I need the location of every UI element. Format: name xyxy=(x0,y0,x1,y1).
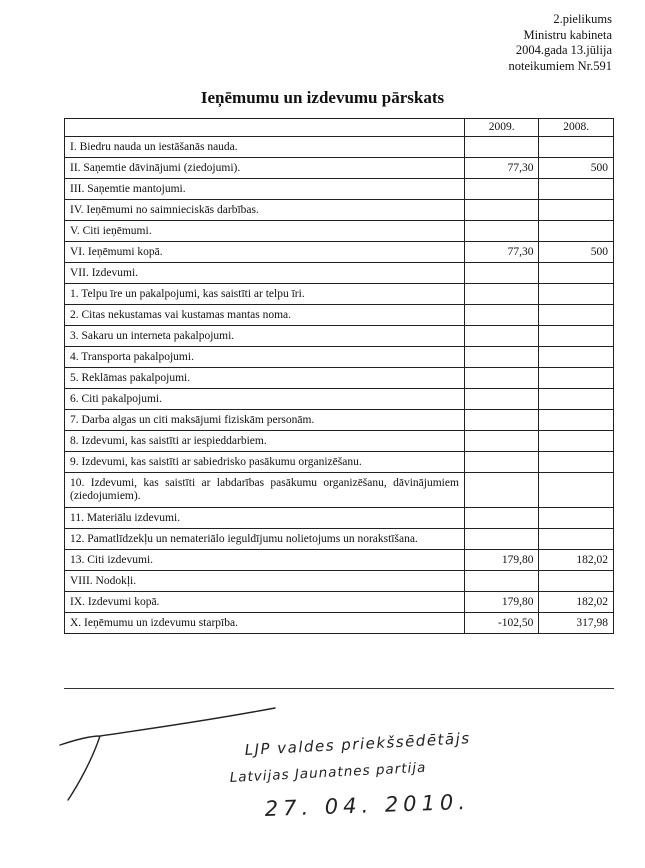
value-2008 xyxy=(539,179,614,200)
value-2009: 77,30 xyxy=(464,158,539,179)
table-row xyxy=(65,508,614,529)
value-2008: 317,98 xyxy=(539,613,614,634)
row-label: III. Saņemtie mantojumi. xyxy=(65,179,465,200)
value-2008 xyxy=(539,200,614,221)
value-2008 xyxy=(539,389,614,410)
table-row xyxy=(65,200,614,221)
row-label: 4. Transporta pakalpojumi. xyxy=(65,347,465,368)
value-2008 xyxy=(539,368,614,389)
value-2008: 500 xyxy=(539,242,614,263)
row-label: IV. Ieņēmumi no saimnieciskās darbības. xyxy=(65,200,465,221)
table-row xyxy=(65,529,614,550)
value-2009 xyxy=(464,263,539,284)
row-label: 13. Citi izdevumi. xyxy=(65,550,465,571)
value-2008 xyxy=(539,326,614,347)
bottom-rule xyxy=(64,688,614,689)
header-cell-2009: 2009. xyxy=(464,119,539,137)
table-row xyxy=(65,347,614,368)
row-label: VII. Izdevumi. xyxy=(65,263,465,284)
row-label: 10. Izdevumi, kas saistīti ar labdarības pasākumu organizēšanu, dāvinājumiem (ziedojumiem). xyxy=(65,473,465,508)
appendix-note-line: 2.pielikums xyxy=(553,12,612,26)
value-2009 xyxy=(464,508,539,529)
appendix-note xyxy=(509,12,612,74)
value-2008: 500 xyxy=(539,158,614,179)
header-cell-2008: 2008. xyxy=(539,119,614,137)
value-2008 xyxy=(539,305,614,326)
row-label: 12. Pamatlīdzekļu un nemateriālo ieguldījumu nolietojums un norakstīšana. xyxy=(65,529,465,550)
report-table xyxy=(64,118,614,634)
appendix-note-line: 2004.gada 13.jūlija xyxy=(515,43,612,57)
row-label: IX. Izdevumi kopā. xyxy=(65,592,465,613)
handwriting-line-2: Latvijas Jaunatnes partija xyxy=(229,759,427,786)
value-2008 xyxy=(539,473,614,508)
table-row xyxy=(65,410,614,431)
value-2008 xyxy=(539,284,614,305)
value-2008 xyxy=(539,529,614,550)
value-2008 xyxy=(539,263,614,284)
value-2008 xyxy=(539,410,614,431)
row-label: 6. Citi pakalpojumi. xyxy=(65,389,465,410)
row-label: VIII. Nodokļi. xyxy=(65,571,465,592)
table-row xyxy=(65,221,614,242)
value-2009 xyxy=(464,179,539,200)
table-row xyxy=(65,389,614,410)
value-2009 xyxy=(464,368,539,389)
table-row xyxy=(65,326,614,347)
row-label: 5. Reklāmas pakalpojumi. xyxy=(65,368,465,389)
value-2009 xyxy=(464,529,539,550)
handwritten-signature xyxy=(40,700,560,840)
value-2009 xyxy=(464,452,539,473)
value-2009 xyxy=(464,305,539,326)
value-2009 xyxy=(464,137,539,158)
row-label: 7. Darba algas un citi maksājumi fiziskām personām. xyxy=(65,410,465,431)
table-row xyxy=(65,592,614,613)
row-label: X. Ieņēmumu un izdevumu starpība. xyxy=(65,613,465,634)
header-cell-label xyxy=(65,119,465,137)
value-2009 xyxy=(464,221,539,242)
value-2008: 182,02 xyxy=(539,592,614,613)
value-2009 xyxy=(464,389,539,410)
row-label: VI. Ieņēmumi kopā. xyxy=(65,242,465,263)
table-row xyxy=(65,158,614,179)
table-row xyxy=(65,263,614,284)
value-2009 xyxy=(464,571,539,592)
table-row xyxy=(65,368,614,389)
table-row xyxy=(65,571,614,592)
appendix-note-line: Ministru kabineta xyxy=(523,27,612,42)
table-row xyxy=(65,242,614,263)
table-row xyxy=(65,431,614,452)
value-2008 xyxy=(539,137,614,158)
row-label: I. Biedru nauda un iestāšanās nauda. xyxy=(65,137,465,158)
row-label: 3. Sakaru un interneta pakalpojumi. xyxy=(65,326,465,347)
table-row xyxy=(65,452,614,473)
row-label: 8. Izdevumi, kas saistīti ar iespieddarbiem. xyxy=(65,431,465,452)
row-label: 2. Citas nekustamas vai kustamas mantas noma. xyxy=(65,305,465,326)
value-2008 xyxy=(539,571,614,592)
signature-stroke xyxy=(60,708,275,800)
table-header-row xyxy=(65,119,614,137)
table-row xyxy=(65,473,614,508)
value-2008 xyxy=(539,508,614,529)
row-label: V. Citi ieņēmumi. xyxy=(65,221,465,242)
page-title: Ieņēmumu un izdevumu pārskats xyxy=(200,88,445,107)
value-2009: -102,50 xyxy=(464,613,539,634)
value-2008 xyxy=(539,452,614,473)
value-2009 xyxy=(464,284,539,305)
value-2008 xyxy=(539,347,614,368)
value-2009: 179,80 xyxy=(464,550,539,571)
table-row xyxy=(65,305,614,326)
handwriting-line-3: 27. 04. 2010. xyxy=(264,789,471,821)
value-2009 xyxy=(464,431,539,452)
value-2009 xyxy=(464,473,539,508)
row-label: 1. Telpu īre un pakalpojumi, kas saistīti ar telpu īri. xyxy=(65,284,465,305)
value-2009 xyxy=(464,200,539,221)
row-label: II. Saņemtie dāvinājumi (ziedojumi). xyxy=(65,158,465,179)
value-2009 xyxy=(464,410,539,431)
value-2009 xyxy=(464,347,539,368)
handwriting-line-1: LJP valdes priekšsēdētājs xyxy=(244,729,472,759)
value-2009 xyxy=(464,326,539,347)
table-row xyxy=(65,550,614,571)
table-row xyxy=(65,137,614,158)
value-2008 xyxy=(539,431,614,452)
row-label: 11. Materiālu izdevumi. xyxy=(65,508,465,529)
value-2009: 77,30 xyxy=(464,242,539,263)
value-2008 xyxy=(539,221,614,242)
table-row xyxy=(65,179,614,200)
table-row xyxy=(65,284,614,305)
value-2009: 179,80 xyxy=(464,592,539,613)
table-row xyxy=(65,613,614,634)
appendix-note-line: noteikumiem Nr.591 xyxy=(508,58,612,73)
row-label: 9. Izdevumi, kas saistīti ar sabiedrisko pasākumu organizēšanu. xyxy=(65,452,465,473)
value-2008: 182,02 xyxy=(539,550,614,571)
